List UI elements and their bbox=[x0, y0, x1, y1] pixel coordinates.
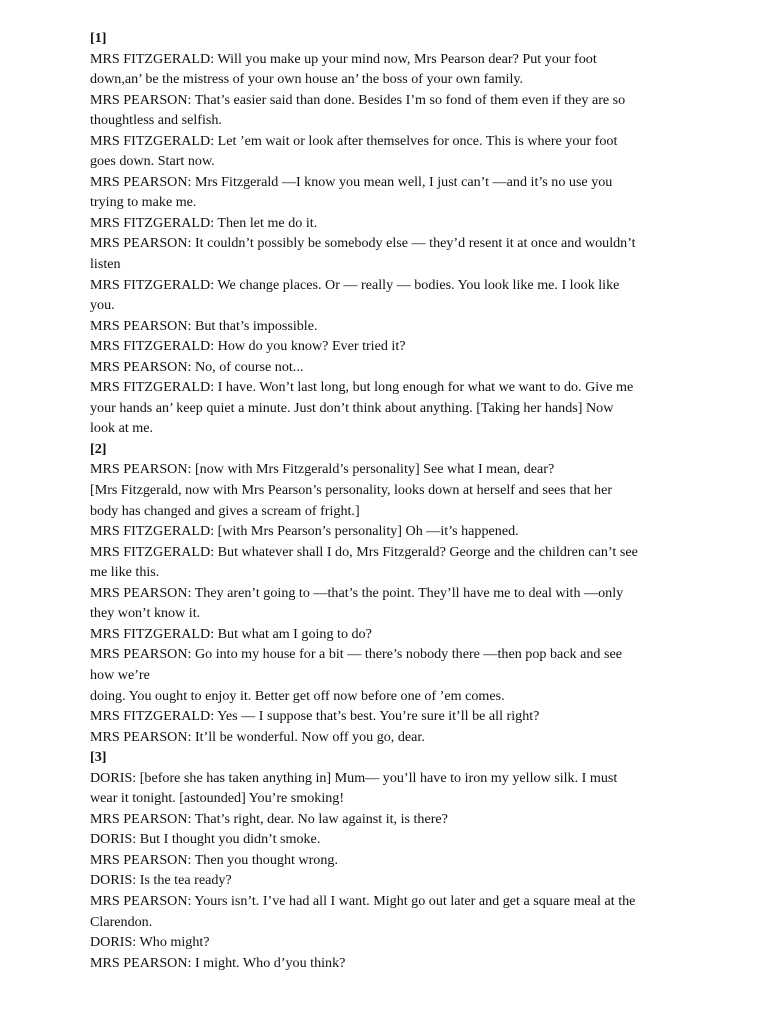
dialogue-line: MRS PEARSON: No, of course not... bbox=[90, 358, 304, 375]
dialogue-line: wear it tonight. [astounded] You’re smoking! bbox=[90, 790, 345, 807]
dialogue-line: body has changed and gives a scream of fright.] bbox=[90, 502, 360, 519]
dialogue-line: MRS PEARSON: They aren’t going to —that’s the point. They’ll have me to deal with —only bbox=[90, 584, 624, 601]
dialogue-line: MRS PEARSON: Then you thought wrong. bbox=[90, 851, 338, 868]
dialogue-line: MRS FITZGERALD: We change places. Or — really — bodies. You look like me. I look like bbox=[90, 276, 620, 293]
dialogue-line: [Mrs Fitzgerald, now with Mrs Pearson’s personality, looks down at herself and sees that her bbox=[90, 482, 613, 499]
dialogue-line: MRS FITZGERALD: Yes — I suppose that’s best. You’re sure it’ll be all right? bbox=[90, 708, 540, 725]
dialogue-line: goes down. Start now. bbox=[90, 153, 215, 170]
dialogue-line: MRS PEARSON: It’ll be wonderful. Now off you go, dear. bbox=[90, 728, 425, 745]
dialogue-line: MRS PEARSON: That’s easier said than done. Besides I’m so fond of them even if they are so bbox=[90, 91, 626, 108]
section-marker: [3] bbox=[90, 749, 107, 766]
dialogue-line: DORIS: Is the tea ready? bbox=[90, 872, 232, 889]
dialogue-line: MRS FITZGERALD: Will you make up your mind now, Mrs Pearson dear? Put your foot bbox=[90, 50, 597, 67]
document-page bbox=[90, 28, 690, 973]
dialogue-line: MRS FITZGERALD: How do you know? Ever tried it? bbox=[90, 338, 406, 355]
dialogue-line: MRS PEARSON: Mrs Fitzgerald —I know you mean well, I just can’t —and it’s no use you bbox=[90, 173, 613, 190]
dialogue-line: your hands an’ keep quiet a minute. Just don’t think about anything. [Taking her hands] Now bbox=[90, 399, 614, 416]
dialogue-line: down,an’ be the mistress of your own house an’ the boss of your own family. bbox=[90, 71, 524, 88]
dialogue-line: MRS FITZGERALD: But what am I going to do? bbox=[90, 625, 372, 642]
dialogue-line: MRS FITZGERALD: But whatever shall I do, Mrs Fitzgerald? George and the children can’t see bbox=[90, 543, 638, 560]
dialogue-line: me like this. bbox=[90, 564, 160, 581]
dialogue-line: MRS FITZGERALD: I have. Won’t last long, but long enough for what we want to do. Give me bbox=[90, 379, 634, 396]
section-marker: [2] bbox=[90, 440, 107, 457]
section-marker: [1] bbox=[90, 30, 107, 46]
dialogue-line: listen bbox=[90, 256, 121, 273]
dialogue-line: they won’t know it. bbox=[90, 605, 201, 622]
dialogue-line: MRS PEARSON: It couldn’t possibly be somebody else — they’d resent it at once and wouldn’t bbox=[90, 235, 636, 252]
dialogue-line: MRS FITZGERALD: [with Mrs Pearson’s personality] Oh —it’s happened. bbox=[90, 523, 519, 540]
dialogue-line: DORIS: Who might? bbox=[90, 934, 210, 951]
dialogue-line: Clarendon. bbox=[90, 913, 153, 930]
dialogue-line: MRS PEARSON: But that’s impossible. bbox=[90, 317, 318, 334]
dialogue-line: MRS PEARSON: Yours isn’t. I’ve had all I want. Might go out later and get a square meal at the bbox=[90, 892, 636, 909]
dialogue-line: DORIS: [before she has taken anything in] Mum— you’ll have to iron my yellow silk. I must bbox=[90, 769, 618, 786]
dialogue-line: DORIS: But I thought you didn’t smoke. bbox=[90, 831, 321, 848]
dialogue-line: MRS PEARSON: That’s right, dear. No law against it, is there? bbox=[90, 810, 448, 827]
dialogue-line: thoughtless and selfish. bbox=[90, 112, 222, 129]
dialogue-line: doing. You ought to enjoy it. Better get off now before one of ’em comes. bbox=[90, 687, 505, 704]
dialogue-line: MRS PEARSON: [now with Mrs Fitzgerald’s personality] See what I mean, dear? bbox=[90, 461, 555, 478]
dialogue-line: MRS FITZGERALD: Then let me do it. bbox=[90, 214, 318, 231]
dialogue-line: MRS FITZGERALD: Let ’em wait or look after themselves for once. This is where your foot bbox=[90, 132, 618, 149]
dialogue-line: MRS PEARSON: I might. Who d’you think? bbox=[90, 954, 346, 971]
dialogue-line: how we’re bbox=[90, 666, 150, 683]
dialogue-line: MRS PEARSON: Go into my house for a bit — there’s nobody there —then pop back and see bbox=[90, 646, 622, 663]
dialogue-line: trying to make me. bbox=[90, 194, 197, 211]
dialogue-line: look at me. bbox=[90, 420, 154, 437]
dialogue-line: you. bbox=[90, 297, 115, 314]
